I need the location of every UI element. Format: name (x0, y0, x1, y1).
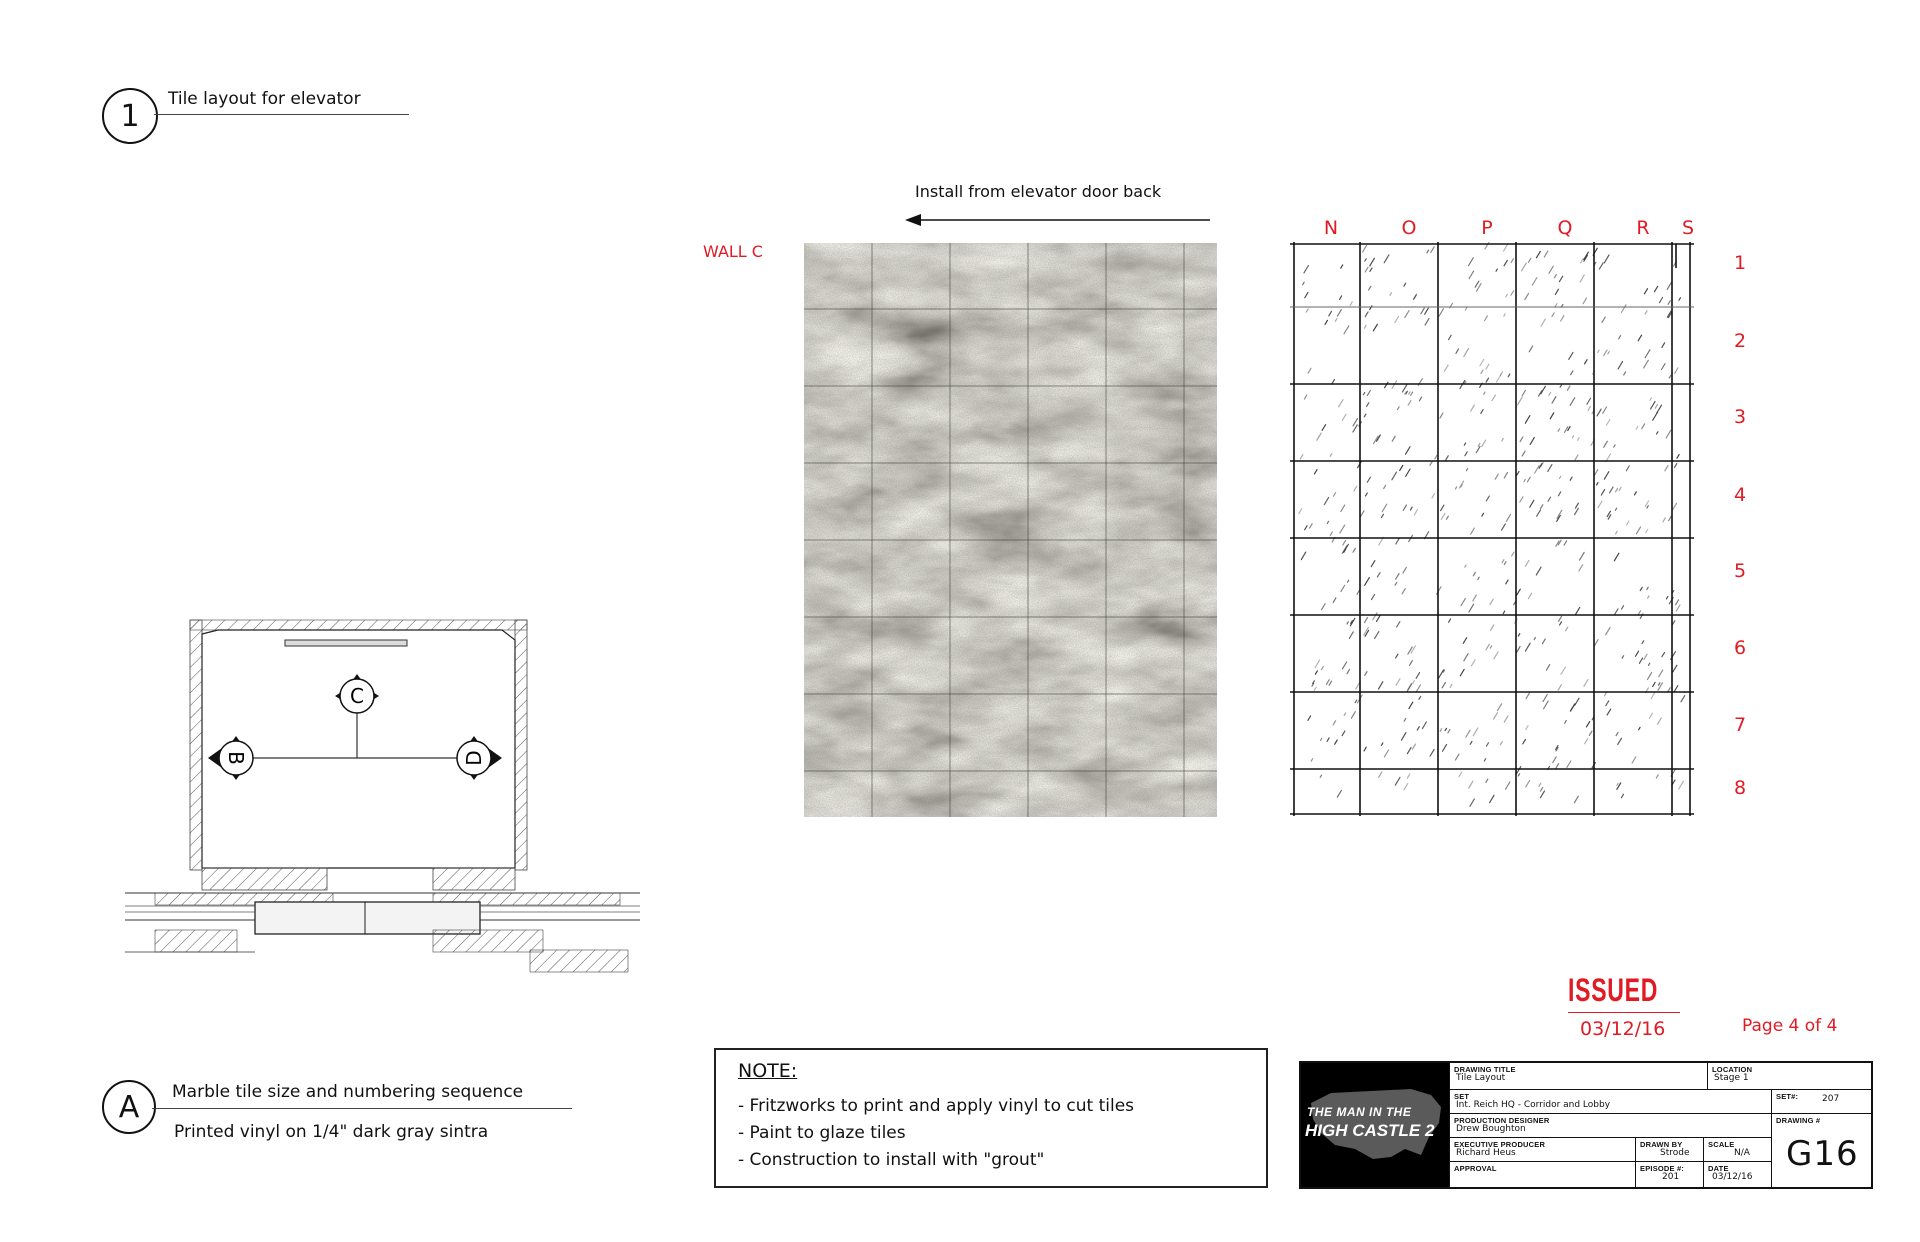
grid-row-label: 5 (1734, 560, 1747, 582)
tb-episode: EPISODE #: 201 (1635, 1161, 1704, 1188)
logo-line2: HIGH CASTLE 2 (1305, 1121, 1435, 1140)
note-title: NOTE: (738, 1060, 798, 1082)
detail-number: 1 (120, 98, 140, 134)
grid-row-label: 6 (1734, 637, 1747, 659)
detail-number-circle (102, 88, 158, 144)
detail-title: Tile layout for elevator (168, 89, 361, 109)
grid-row-label: 8 (1734, 777, 1747, 799)
tb-location: LOCATION Stage 1 (1707, 1063, 1872, 1089)
grid-col-label: Q (1557, 217, 1573, 239)
detail-letter-circle (102, 1080, 156, 1134)
show-logo (1301, 1063, 1449, 1187)
tb-date: DATE 03/12/16 (1703, 1161, 1772, 1188)
detail-letter: A (118, 1089, 140, 1125)
detail-a-subtitle: Printed vinyl on 1/4" dark gray sintra (174, 1122, 489, 1142)
tb-drawn-by: DRAWN BY Strode (1635, 1137, 1704, 1162)
wall-c-label: WALL C (703, 242, 763, 261)
tb-set-number: SET#: 207 (1771, 1089, 1872, 1114)
marker-b-label: B (224, 751, 248, 765)
issued-underline (1568, 1012, 1680, 1013)
grid-col-label: O (1401, 217, 1417, 239)
note-line: - Paint to glaze tiles (738, 1123, 906, 1143)
detail-a-title: Marble tile size and numbering sequence (172, 1082, 524, 1102)
install-direction-note: Install from elevator door back (915, 182, 1162, 201)
issued-stamp: ISSUED (1568, 972, 1659, 1008)
tb-approval: APPROVAL (1449, 1161, 1636, 1188)
title-block (1299, 1061, 1873, 1189)
grid-row-label: 3 (1734, 406, 1747, 428)
grid-col-label: S (1681, 217, 1695, 239)
detail-title-underline (154, 114, 409, 115)
grid-col-label: R (1636, 217, 1650, 239)
grid-row-label: 7 (1734, 714, 1747, 736)
grid-row-label: 1 (1734, 252, 1747, 274)
tb-executive-producer: EXECUTIVE PRODUCER Richard Heus (1449, 1137, 1636, 1162)
grid-col-label: P (1481, 217, 1493, 239)
tb-production-designer: PRODUCTION DESIGNER Drew Boughton (1449, 1113, 1772, 1138)
grid-row-label: 2 (1734, 330, 1747, 352)
detail-a-underline (152, 1108, 572, 1109)
grid-row-label: 4 (1734, 484, 1747, 506)
install-direction-arrow (905, 210, 1215, 230)
marker-c-label: C (350, 684, 364, 708)
grid-col-label: N (1323, 217, 1339, 239)
page-number: Page 4 of 4 (1742, 1016, 1838, 1036)
elevator-floor-plan (120, 610, 650, 990)
note-line: - Construction to install with "grout" (738, 1150, 1045, 1170)
tile-numbering-grid (1290, 240, 1730, 820)
marble-tile-rendering (804, 243, 1217, 817)
logo-line1: THE MAN IN THE (1307, 1105, 1412, 1119)
tb-set: SET Int. Reich HQ - Corridor and Lobby (1449, 1089, 1772, 1114)
note-box (714, 1048, 1268, 1188)
issued-date: 03/12/16 (1580, 1018, 1666, 1040)
marker-d-label: D (462, 750, 486, 766)
tb-drawing-title: DRAWING TITLE Tile Layout (1449, 1063, 1708, 1089)
note-line: - Fritzworks to print and apply vinyl to cut tiles (738, 1096, 1135, 1116)
tb-scale: SCALE N/A (1703, 1137, 1772, 1162)
tb-drawing-number: DRAWING # G16 (1771, 1113, 1872, 1188)
